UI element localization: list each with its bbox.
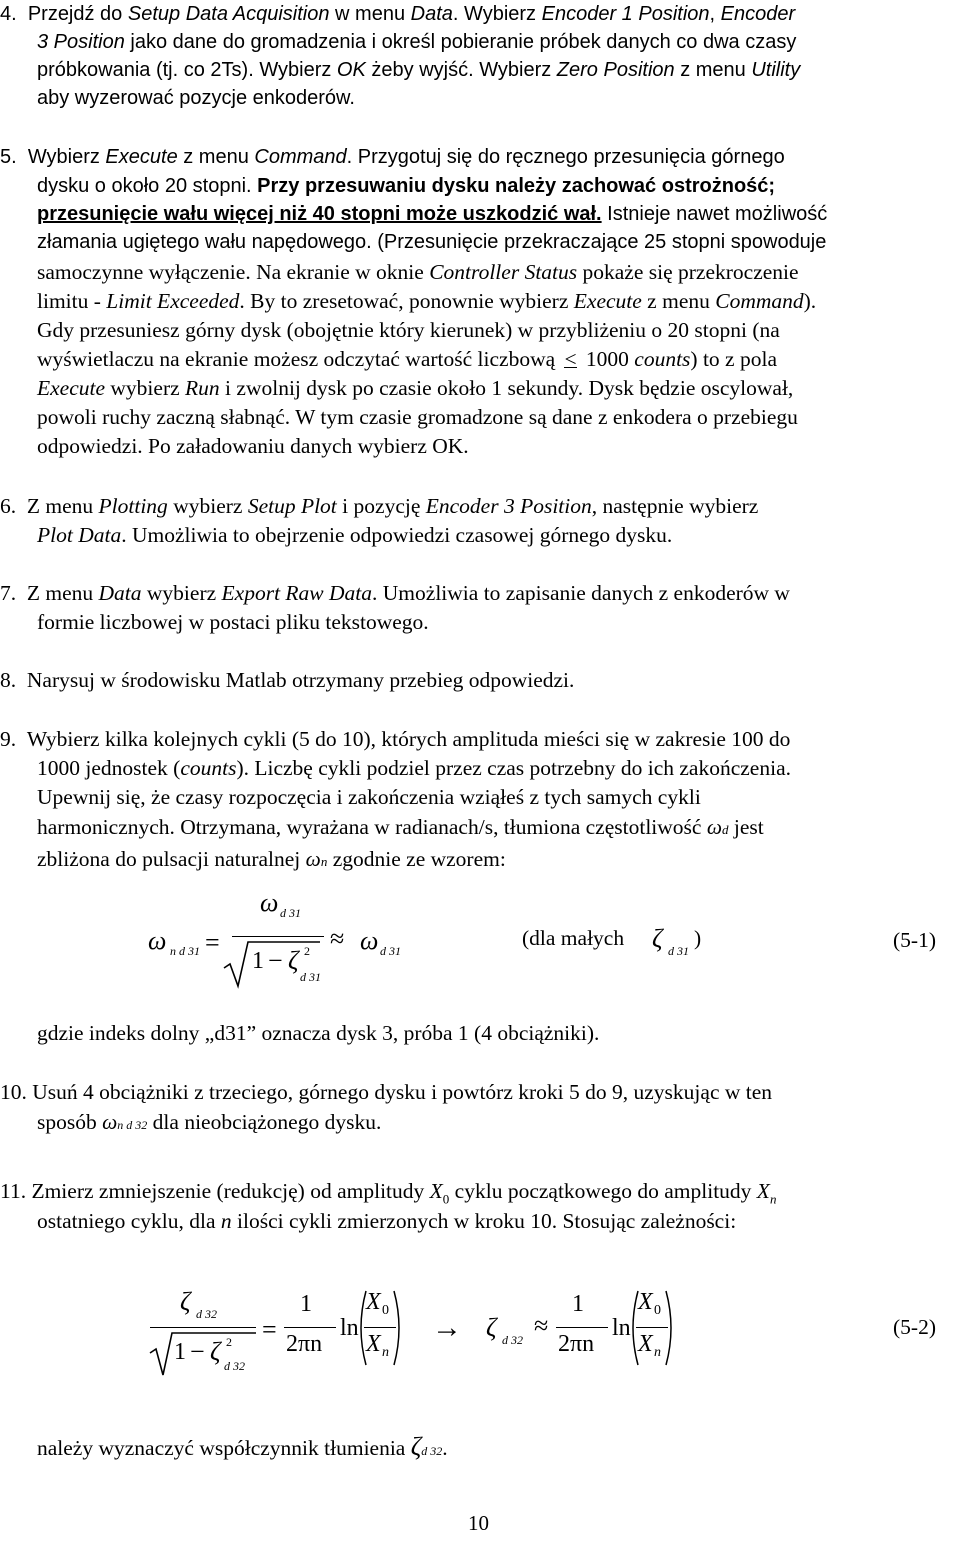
menu-ref: Execute [105,146,178,168]
exponent: 2 [226,1335,232,1349]
text: , [709,3,721,25]
text: i zwolnij dysk po czasie około 1 sekundy. Dysk będzie oscylował, [219,376,794,400]
equation-5-2 [0,1285,960,1385]
menu-ref: Plotting [98,494,168,518]
one: 1 [174,1339,186,1365]
text: . Przygotuj się do ręcznego przesunięcia górnego [346,146,785,168]
text: zgodnie ze wzorem: [327,847,506,871]
zeta-symbol: ζ [288,946,299,975]
menu-ref: Run [185,376,220,400]
item5-line8 [37,345,777,373]
item5-line6 [37,287,816,315]
arrow-icon: → [432,1311,462,1344]
omega-glyph: ω [305,847,321,871]
menu-ref: Encoder 1 Position [541,3,710,25]
item5-line4 [37,228,826,256]
omega-d-symbol: ωd [706,815,729,839]
subscript: d 31 [380,944,401,958]
subscript: 0 [382,1303,389,1318]
menu-ref: Execute [37,376,106,400]
menu-ref: Plot Data [37,523,122,547]
text: . [442,1436,448,1460]
note-text: (dla małych [522,926,625,950]
two-pi-n: 2πn [558,1331,595,1357]
note-text: ) [694,926,702,950]
minus-sign: − [268,946,283,975]
approx-sign: ≈ [534,1311,549,1340]
text: gdzie indeks dolny „d31” oznacza dysk 3, próba 1 (4 obciążniki). [37,1021,600,1045]
text: 1000 [580,347,635,371]
item10-line2 [37,1108,381,1139]
item-number: 11. [0,1179,27,1203]
text: z menu [177,146,255,168]
X-var: X [366,1331,381,1357]
subscript: n d 32 [117,1118,148,1132]
item7-line2 [37,608,429,636]
item-number: 6. [0,494,17,518]
subscript: d 32 [502,1333,523,1347]
text: ) to z pola [690,347,777,371]
item4-line4 [37,84,355,112]
item8-line1 [0,666,574,694]
subscript: n d 31 [170,944,200,958]
subscript: d 32 [196,1307,217,1321]
item5-line10 [37,403,798,431]
zeta-symbol: ζ [652,924,663,953]
var: X [756,1179,770,1203]
fraction-bar [150,1327,256,1328]
two-pi-n: 2πn [286,1331,323,1357]
final-line [37,1433,448,1465]
menu-ref: Encoder 3 Position [425,494,592,518]
text: . By to zresetować, ponownie wybierz [239,289,574,313]
text: . Wybierz [452,3,542,25]
menu-ref: Utility [751,59,801,81]
text: . Umożliwia to zapisanie danych z enkoderów w [372,581,790,605]
text: , następnie wybierz [591,494,759,518]
menu-ref: 3 Position [37,31,125,53]
zeta-glyph: ζ [410,1432,422,1461]
item-number: 7. [0,581,17,605]
text: w menu [329,3,411,25]
fraction-bar [232,936,324,937]
text: jako dane do gromadzenia i określ pobieranie próbek danych co dwa czasy [124,31,797,53]
omega-symbol: ω [148,926,167,955]
ln: ln [612,1315,631,1341]
equation-label: (5-2) [893,1315,936,1339]
item-number: 4. [0,3,17,25]
menu-ref: Setup Data Acquisition [127,3,330,25]
approx-sign: ≈ [330,924,345,953]
zeta-symbol: ζ [486,1313,497,1342]
text: Z menu [26,581,99,605]
text: samoczynne wyłączenie. Na ekranie w oknie [37,260,430,284]
item5-line2 [37,172,775,200]
fraction-bar [364,1327,396,1328]
text: żeby wyjść. Wybierz [365,59,557,81]
text: formie liczbowej w postaci pliku tekstowego. [37,610,429,634]
term: counts [634,347,691,371]
var: X [429,1179,443,1203]
text: limitu - [37,289,107,313]
text: Wybierz [27,146,106,168]
equation-5-1 [0,880,960,990]
text: dla nieobciążonego dysku. [147,1110,382,1134]
fraction-bar [284,1327,336,1328]
item5-line7 [37,316,780,344]
item9-line1 [0,725,790,753]
text: cyklu początkowego do amplitudy [449,1179,757,1203]
text: zbliżona do pulsacji naturalnej [37,847,306,871]
text: wybierz [167,494,248,518]
text: Wybierz kilka kolejnych cykli (5 do 10), których amplituda mieści się w zakresie 100 do [26,727,791,751]
text: 1000 jednostek ( [37,756,181,780]
subscript: d 31 [300,970,321,984]
subscript: d 31 [280,906,301,920]
fraction-bar [636,1327,668,1328]
text: harmonicznych. Otrzymana, wyrażana w radianach/s, tłumiona częstotliwość [37,815,707,839]
var: n [220,1209,232,1233]
equals-sign: = [262,1315,277,1344]
zeta-d32-symbol [410,1432,443,1461]
menu-ref: Limit Exceeded [106,289,240,313]
subscript: 0 [442,1191,450,1207]
subscript: 0 [654,1303,661,1318]
item4-line3 [37,56,800,84]
item-number: 8. [0,668,17,692]
menu-ref: Execute [573,289,642,313]
subscript: n [382,1345,389,1360]
text: wybierz [105,376,186,400]
one: 1 [300,1291,312,1317]
item5-line5 [37,258,799,286]
subscript: d 31 [668,944,689,958]
omega-symbol: ω [360,926,379,955]
text: Upewnij się, że czasy rozpoczęcia i zakończenia wziąłeś z tych samych cykli [37,785,701,809]
item7-line1 [0,579,790,607]
equals-sign: = [205,928,220,957]
text: Gdy przesuniesz górny dysk (obojętnie który kierunek) w przybliżeniu o 20 stopni (na [37,318,780,342]
fraction-bar [556,1327,608,1328]
item11-line2 [37,1207,736,1235]
item5-line9 [37,374,793,402]
menu-ref: Data [410,3,453,25]
menu-ref: Controller Status [429,260,578,284]
menu-ref: Command [715,289,804,313]
menu-ref: Export Raw Data [221,581,373,605]
after-eq1-line [37,1019,599,1047]
minus-sign: − [190,1337,205,1366]
text: ). Liczbę cykli podziel przez czas potrzebny do ich zakończenia. [236,756,791,780]
zeta-symbol: ζ [180,1287,191,1316]
one: 1 [572,1291,584,1317]
less-equal-icon: < [564,347,577,371]
text: Usuń 4 obciążniki z trzeciego, górnego dysku i powtórz kroki 5 do 9, uzyskując w ten [32,1080,773,1104]
text: Istnieje nawet możliwość [601,203,828,225]
text: ostatniego cyklu, dla [37,1209,221,1233]
item6-line1 [0,492,758,520]
menu-ref: Setup Plot [247,494,337,518]
omega-glyph: ω [706,815,723,839]
menu-ref: Encoder [720,3,796,25]
text: należy wyznaczyć współczynnik tłumienia [37,1436,411,1460]
text: Przejdź do [27,3,128,25]
text: z menu [674,59,752,81]
text: Narysuj w środowisku Matlab otrzymany przebieg odpowiedzi. [26,668,575,692]
omega-n-symbol: ωn [305,847,328,871]
text: próbkowania (tj. co 2Ts). Wybierz [37,59,337,81]
text: ). [803,289,817,313]
omega-glyph: ω [102,1110,118,1134]
text: wybierz [141,581,222,605]
item9-line4 [37,813,764,844]
subscript: n [654,1345,661,1360]
warning-text: Przy przesuwaniu dysku należy zachować ostrożność; [257,175,776,197]
item5-line3 [37,200,827,228]
item9-line3 [37,783,701,811]
item9-line2 [37,754,791,782]
text: powoli ruchy zaczną słabnąć. W tym czasie gromadzone są dane z enkodera o przebiegu [37,405,798,429]
menu-ref: Data [98,581,142,605]
subscript: n [769,1191,777,1207]
item5-line1 [0,143,785,171]
item9-line5 [37,845,506,876]
item-number: 9. [0,727,17,751]
text: pokaże się przekroczenie [577,260,799,284]
item10-line1 [0,1078,772,1106]
text: Z menu [26,494,99,518]
subscript: d 32 [224,1359,245,1373]
X-var: X [638,1289,653,1315]
item4-line1 [0,0,795,28]
omega-symbol: ω [260,888,279,917]
text: aby wyzerować pozycje enkoderów. [37,87,355,109]
text: sposób [37,1110,103,1134]
item5-line11 [37,432,469,460]
X-var: X [638,1331,653,1357]
exponent: 2 [304,944,310,958]
page-number: 10 [468,1511,489,1535]
text: ilości cykli zmierzonych w kroku 10. Stosując zależności: [231,1209,737,1233]
item-number: 10. [0,1080,27,1104]
text: odpowiedzi. Po załadowaniu danych wybierz OK. [37,434,469,458]
menu-ref: Zero Position [556,59,675,81]
text: . Umożliwia to obejrzenie odpowiedzi czasowej górnego dysku. [121,523,673,547]
text: i pozycję [336,494,426,518]
menu-ref: OK [336,59,366,81]
text: dysku o około 20 stopni. [37,175,258,197]
text: złamania ugiętego wału napędowego. (Przesunięcie przekraczające 25 stopni spowoduje [37,231,827,253]
equation-label: (5-1) [893,928,936,952]
text: Zmierz zmniejszenie (redukcję) od amplitudy [31,1179,430,1203]
text: wyświetlaczu na ekranie możesz odczytać wartość liczbową [37,347,561,371]
text: jest [728,815,764,839]
item-number: 5. [0,146,17,168]
ln: ln [340,1315,359,1341]
subscript: d 32 [421,1444,443,1458]
text: z menu [641,289,716,313]
item6-line2 [37,521,672,549]
one: 1 [252,948,264,974]
menu-ref: Command [254,146,347,168]
warning-text: przesunięcie wału więcej niż 40 stopni może uszkodzić wał. [37,203,602,225]
X-var: X [366,1289,381,1315]
omega-nd32-symbol [102,1110,147,1134]
term: counts [180,756,237,780]
zeta-symbol: ζ [210,1337,221,1366]
item4-line2 [37,28,796,56]
